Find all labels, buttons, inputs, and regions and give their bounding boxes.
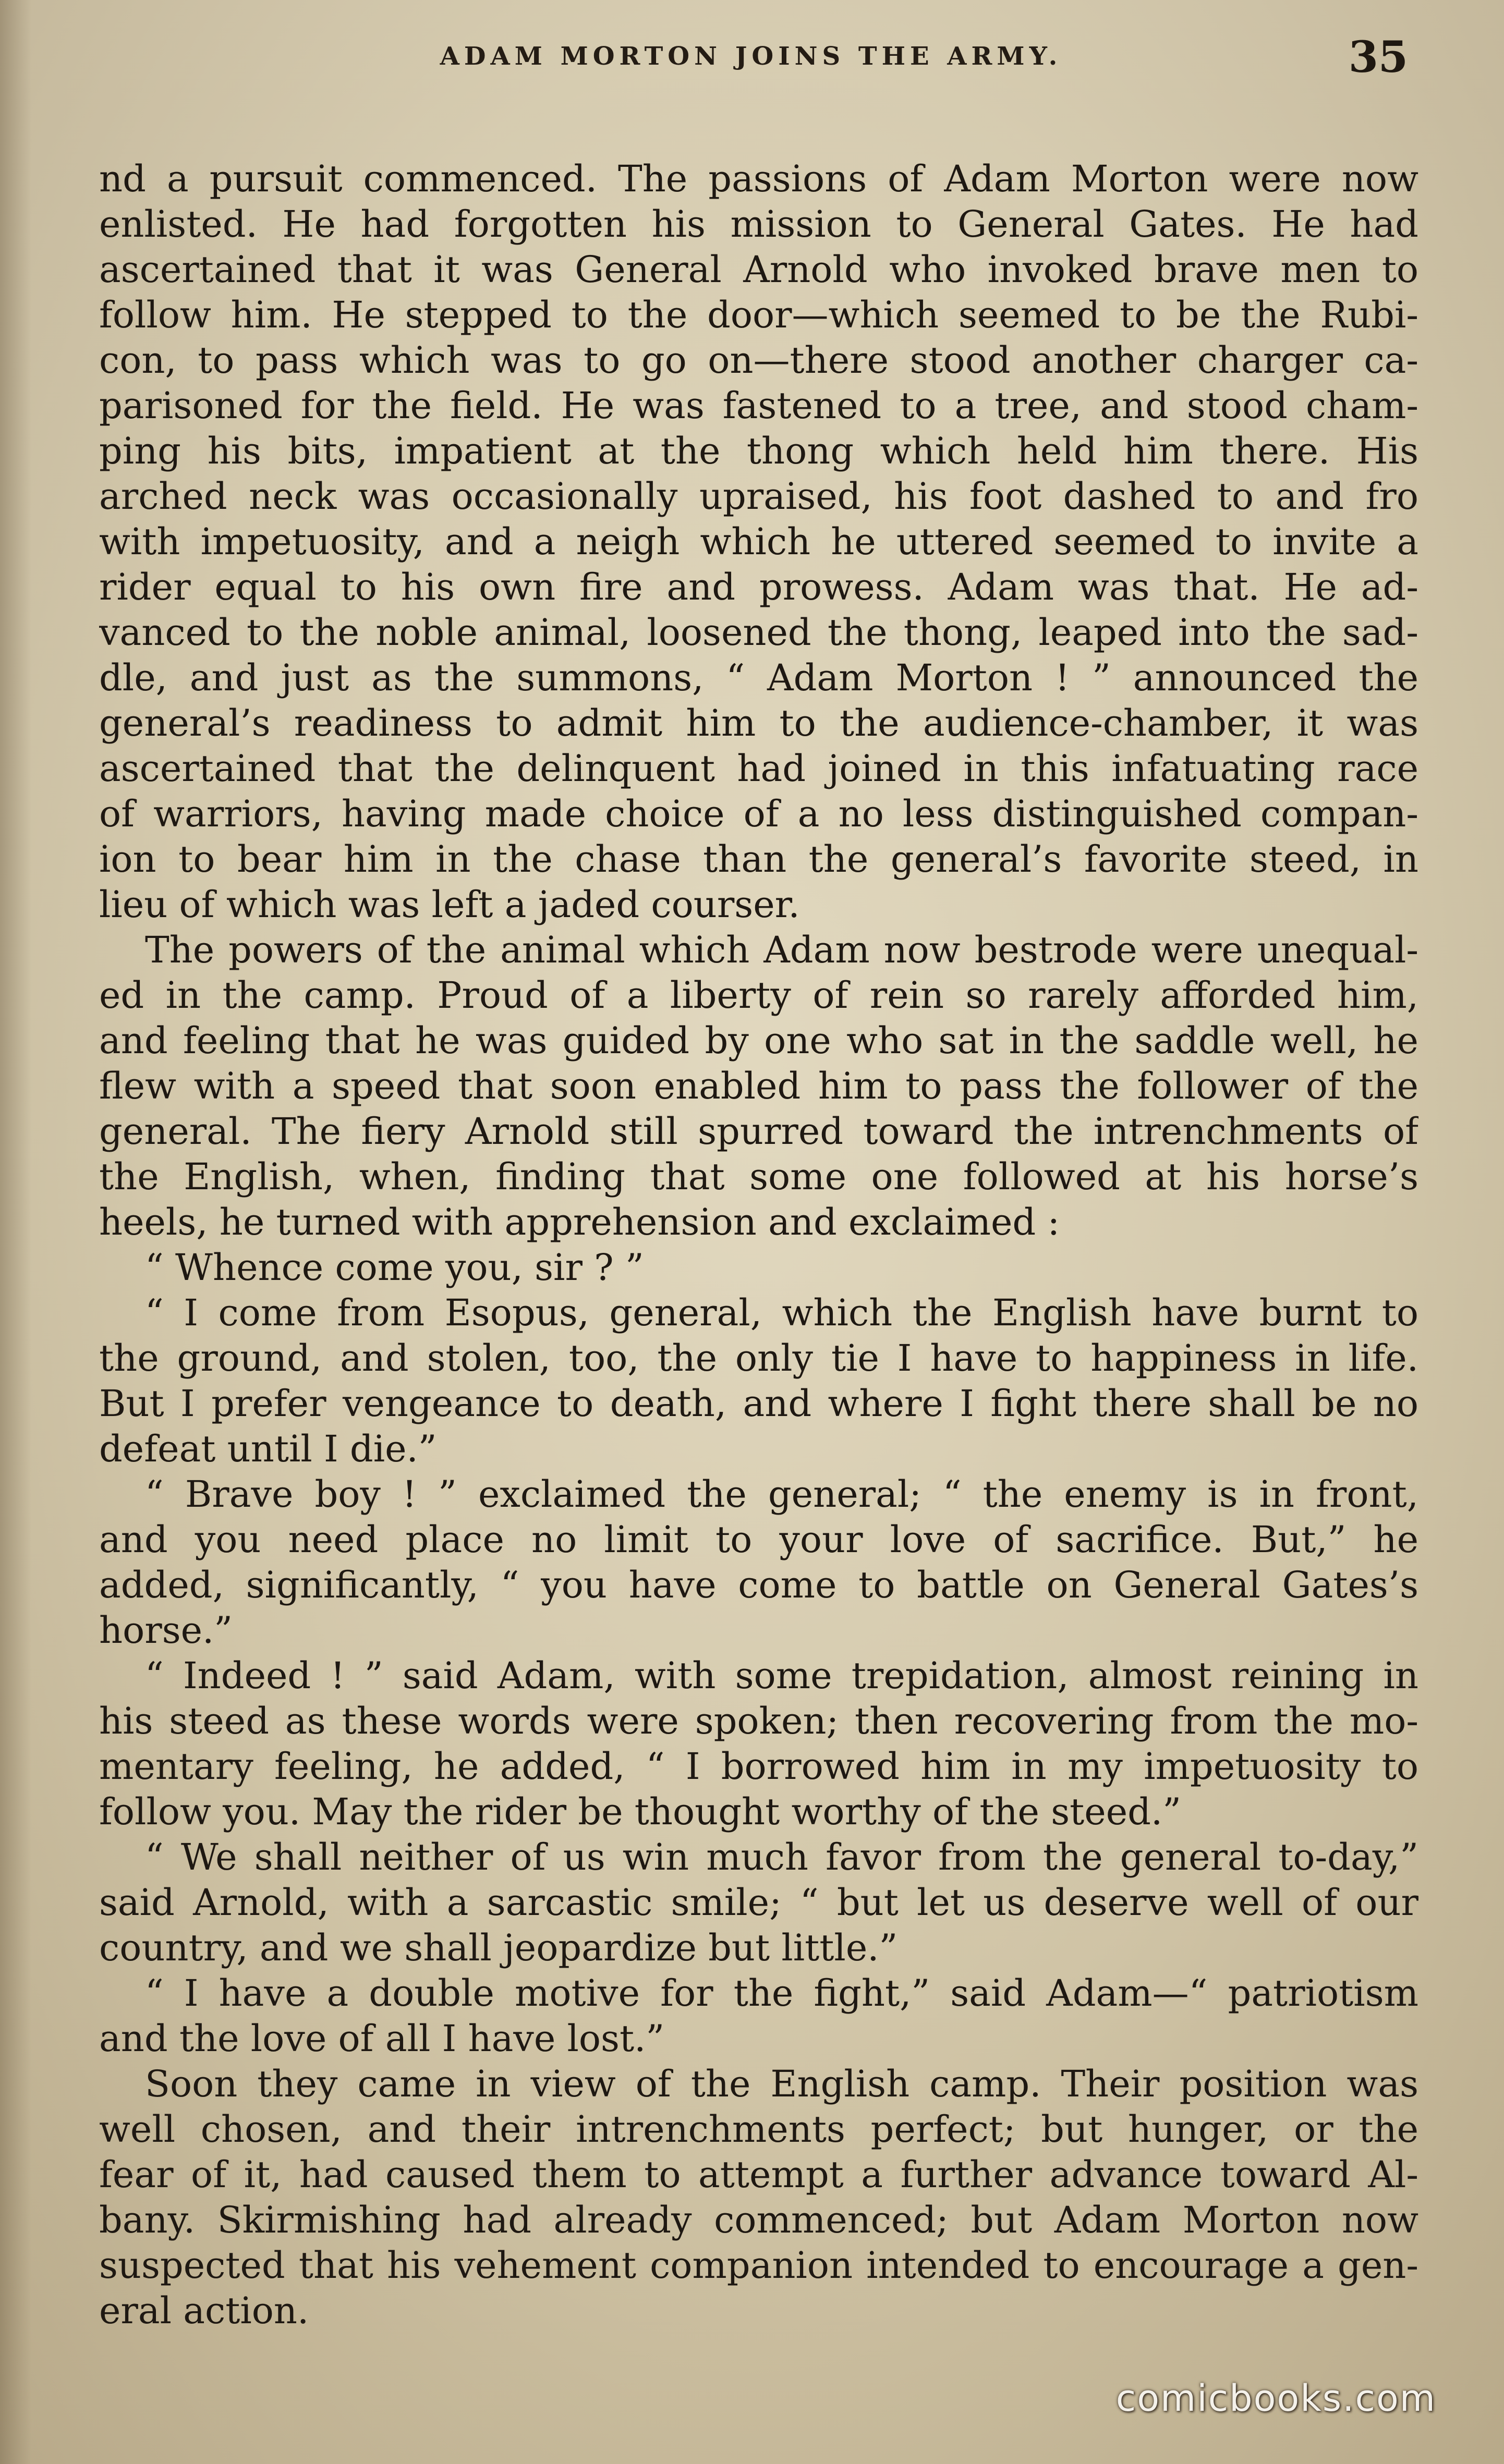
text-line: lieu of which was left a jaded courser. — [99, 883, 800, 926]
text-line: well chosen, and their intrenchments perfect; but hunger, or the — [99, 2108, 1418, 2151]
text-line: country, and we shall jeopardize but little.” — [99, 1926, 898, 1969]
text-line: general’s readiness to admit him to the audience-chamber, it was — [99, 702, 1418, 745]
page-edge-shadow — [0, 0, 31, 2464]
text-line: But I prefer vengeance to death, and where I fight there shall be no — [99, 1382, 1418, 1425]
text-line: Soon they came in view of the English camp. Their position was — [145, 2063, 1418, 2105]
text-line: and the love of all I have lost.” — [99, 2017, 665, 2060]
text-line: dle, and just as the summons, “ Adam Morton ! ” announced the — [99, 656, 1418, 699]
text-line: added, significantly, “ you have come to battle on General Gates’s — [99, 1564, 1418, 1606]
text-line: ping his bits, impatient at the thong which held him there. His — [99, 430, 1418, 472]
text-line: rider equal to his own fire and prowess. Adam was that. He ad- — [99, 566, 1418, 608]
text-line: “ Whence come you, sir ? ” — [145, 1246, 644, 1289]
text-line: of warriors, having made choice of a no less distinguished compan- — [99, 792, 1418, 835]
text-line: the ground, and stolen, too, the only tie I have to happiness in life. — [99, 1337, 1418, 1380]
text-line: the English, when, finding that some one followed at his horse’s — [99, 1155, 1418, 1198]
text-line: general. The fiery Arnold still spurred toward the intrenchments of — [99, 1110, 1418, 1153]
text-line: and feeling that he was guided by one who sat in the saddle well, he — [99, 1019, 1418, 1062]
text-line: “ Brave boy ! ” exclaimed the general; “ the enemy is in front, — [145, 1473, 1418, 1516]
text-line: ascertained that it was General Arnold who invoked brave men to — [99, 248, 1418, 291]
text-line: The powers of the animal which Adam now bestrode were unequal- — [145, 929, 1418, 971]
text-line: mentary feeling, he added, “ I borrowed him in my impetuosity to — [99, 1745, 1418, 1788]
text-line: arched neck was occasionally upraised, his foot dashed to and fro — [99, 475, 1418, 518]
text-line: nd a pursuit commenced. The passions of Adam Morton were now — [99, 157, 1418, 200]
text-line: “ Indeed ! ” said Adam, with some trepidation, almost reining in — [145, 1654, 1418, 1697]
text-line: flew with a speed that soon enabled him to pass the follower of the — [99, 1065, 1418, 1107]
page-number: 35 — [1348, 32, 1408, 82]
text-line: parisoned for the field. He was fastened to a tree, and stood cham- — [99, 384, 1418, 427]
text-line: eral action. — [99, 2289, 309, 2332]
text-line: con, to pass which was to go on—there stood another charger ca- — [99, 339, 1418, 382]
text-line: said Arnold, with a sarcastic smile; “ but let us deserve well of our — [99, 1881, 1418, 1924]
text-line: bany. Skirmishing had already commenced; but Adam Morton now — [99, 2199, 1418, 2241]
body-text — [99, 156, 1418, 2334]
text-line: follow you. May the rider be thought worthy of the steed.” — [99, 1790, 1181, 1833]
text-line: his steed as these words were spoken; then recovering from the mo- — [99, 1700, 1418, 1742]
text-line: fear of it, had caused them to attempt a further advance toward Al- — [99, 2153, 1418, 2196]
text-line: and you need place no limit to your love of sacrifice. But,” he — [99, 1518, 1418, 1561]
text-line: “ We shall neither of us win much favor from the general to-day,” — [145, 1836, 1418, 1879]
text-line: vanced to the noble animal, loosened the thong, leaped into the sad- — [99, 611, 1418, 654]
running-title: ADAM MORTON JOINS THE ARMY. — [440, 42, 1062, 71]
text-line: horse.” — [99, 1609, 233, 1652]
text-line: heels, he turned with apprehension and exclaimed : — [99, 1201, 1060, 1243]
text-line: follow him. He stepped to the door—which seemed to be the Rubi- — [99, 294, 1418, 336]
watermark: comicbooks.com — [1115, 2377, 1436, 2420]
text-line: ascertained that the delinquent had joined in this infatuating race — [99, 747, 1418, 790]
text-line: suspected that his vehement companion intended to encourage a gen- — [99, 2244, 1418, 2287]
text-line: with impetuosity, and a neigh which he uttered seemed to invite a — [99, 520, 1418, 563]
text-line: “ I have a double motive for the fight,” said Adam—“ patriotism — [145, 1972, 1418, 2015]
running-head — [94, 32, 1408, 95]
text-line: defeat until I die.” — [99, 1428, 437, 1470]
text-line: ed in the camp. Proud of a liberty of rein so rarely afforded him, — [99, 974, 1418, 1017]
text-line: enlisted. He had forgotten his mission to General Gates. He had — [99, 203, 1418, 246]
text-line: ion to bear him in the chase than the general’s favorite steed, in — [99, 838, 1418, 881]
text-line: “ I come from Esopus, general, which the English have burnt to — [145, 1291, 1418, 1334]
